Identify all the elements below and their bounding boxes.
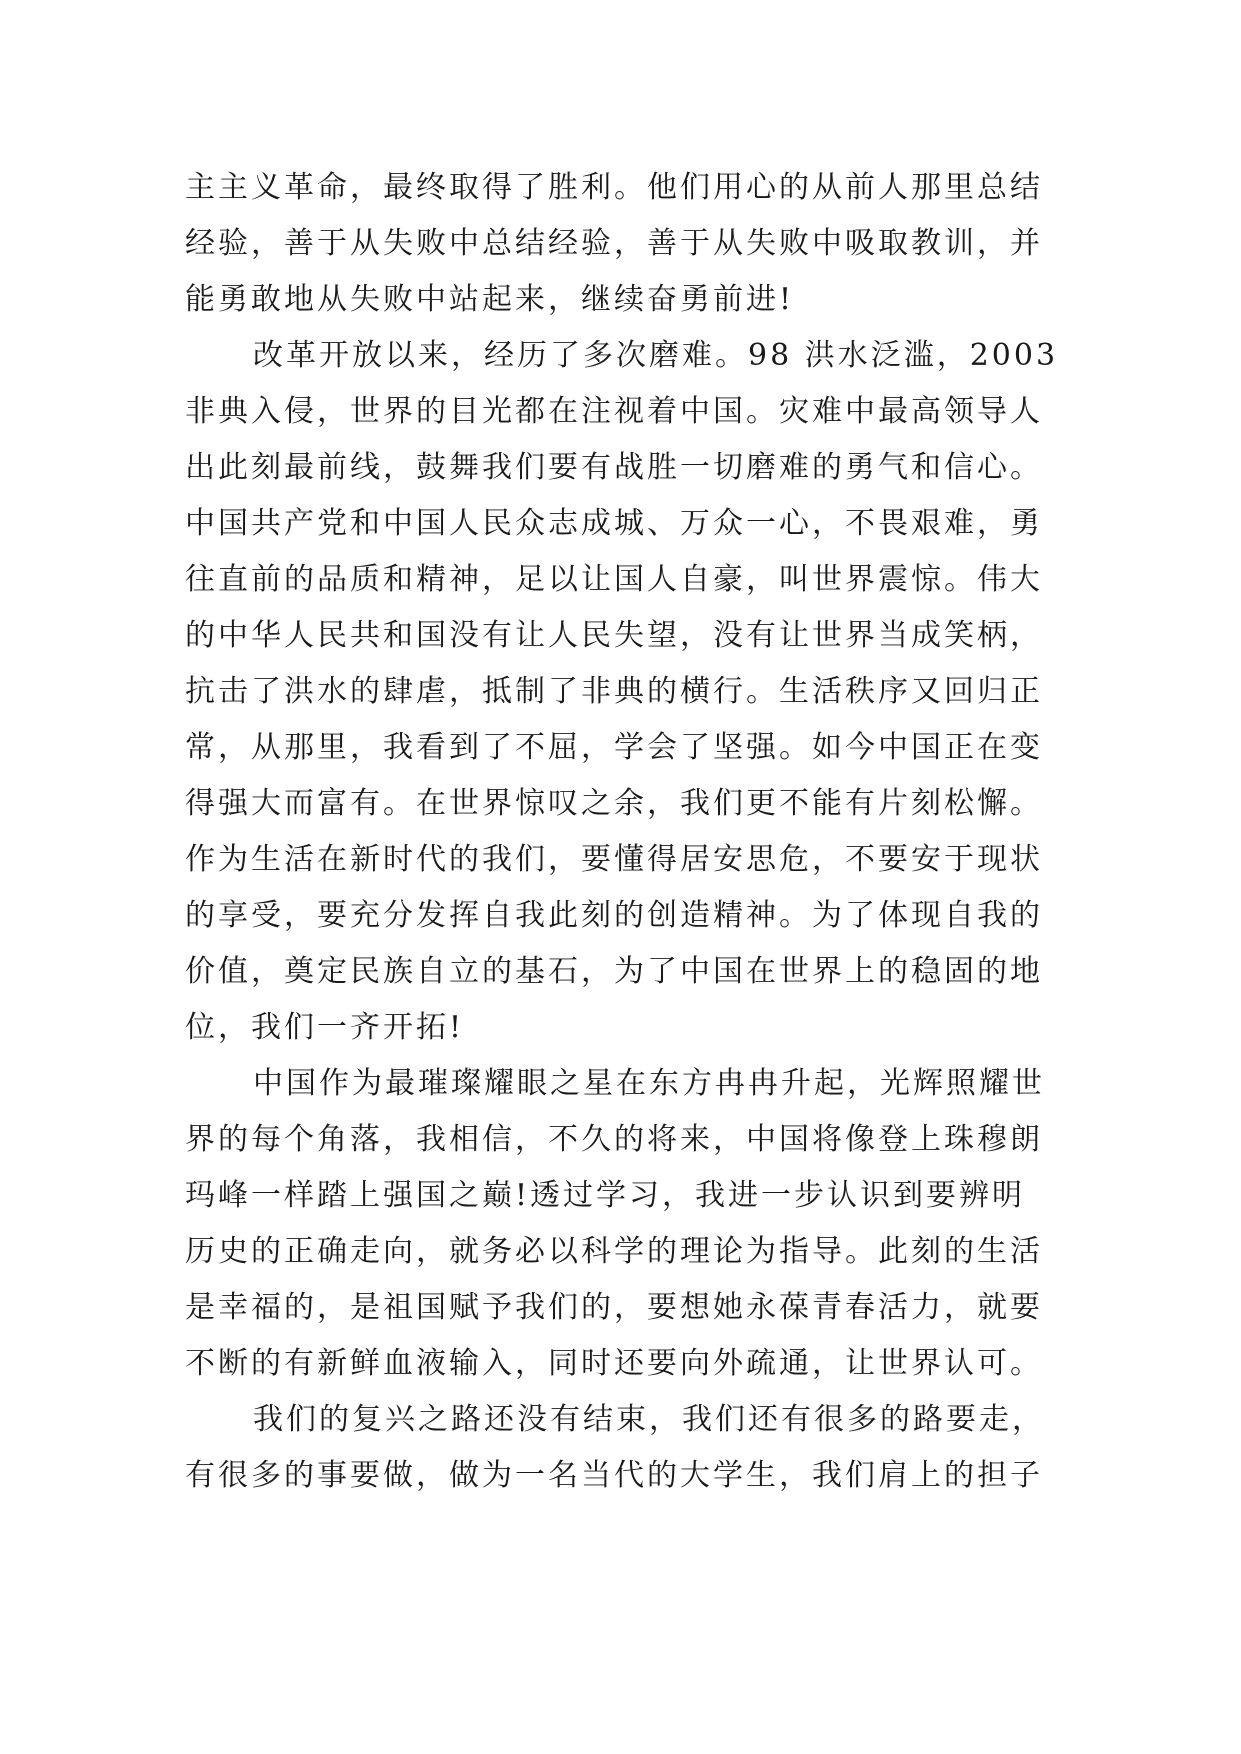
text-line: 不断的有新鲜血液输入，同时还要向外疏通，让世界认可。 (185, 1346, 1043, 1381)
text-line: 是幸福的，是祖国赋予我们的，要想她永葆青春活力，就要 (185, 1290, 1043, 1325)
text-line: 历史的正确走向，就务必以科学的理论为指导。此刻的生活 (185, 1234, 1043, 1269)
paragraph-3 (185, 1056, 1055, 1392)
text-line: 能勇敢地从失败中站起来，继续奋勇前进! (185, 282, 795, 317)
text-line: 的享受，要充分发挥自我此刻的创造精神。为了体现自我的 (185, 898, 1043, 933)
text-line: 玛峰一样踏上强国之巅!透过学习，我进一步认识到要辨明 (185, 1178, 1026, 1213)
text-line: 界的每个角落，我相信，不久的将来，中国将像登上珠穆朗 (185, 1122, 1043, 1157)
text-line: 非典入侵，世界的目光都在注视着中国。灾难中最高领导人 (185, 394, 1043, 429)
text-line: 位，我们一齐开拓! (185, 1010, 465, 1045)
text-line: 抗击了洪水的肆虐，抵制了非典的横行。生活秩序又回归正 (185, 674, 1043, 709)
text-line: 作为生活在新时代的我们，要懂得居安思危，不要安于现状 (185, 842, 1043, 877)
text-line: 主主义革命，最终取得了胜利。他们用心的从前人那里总结 (185, 170, 1043, 205)
paragraph-1 (185, 160, 1055, 328)
text-line: 往直前的品质和精神，足以让国人自豪，叫世界震惊。伟大 (185, 562, 1043, 597)
text-line: 我们的复兴之路还没有结束，我们还有很多的路要走， (253, 1402, 1045, 1437)
text-line: 中国共产党和中国人民众志成城、万众一心，不畏艰难，勇 (185, 506, 1043, 541)
text-line: 的中华人民共和国没有让人民失望，没有让世界当成笑柄， (185, 618, 1043, 653)
text-line: 得强大而富有。在世界惊叹之余，我们更不能有片刻松懈。 (185, 786, 1043, 821)
text-line: 价值，奠定民族自立的基石，为了中国在世界上的稳固的地 (185, 954, 1043, 989)
text-line: 有很多的事要做，做为一名当代的大学生，我们肩上的担子 (185, 1458, 1043, 1493)
text-line: 改革开放以来，经历了多次磨难。98 洪水泛滥，2003 (253, 338, 1059, 373)
paragraph-2 (185, 328, 1059, 1056)
paragraph-4 (185, 1392, 1055, 1504)
document-body (185, 160, 1059, 1504)
text-line: 中国作为最璀璨耀眼之星在东方冉冉升起，光辉照耀世 (253, 1066, 1045, 1101)
text-line: 经验，善于从失败中总结经验，善于从失败中吸取教训，并 (185, 226, 1043, 261)
text-line: 常，从那里，我看到了不屈，学会了坚强。如今中国正在变 (185, 730, 1043, 765)
text-line: 出此刻最前线，鼓舞我们要有战胜一切磨难的勇气和信心。 (185, 450, 1043, 485)
